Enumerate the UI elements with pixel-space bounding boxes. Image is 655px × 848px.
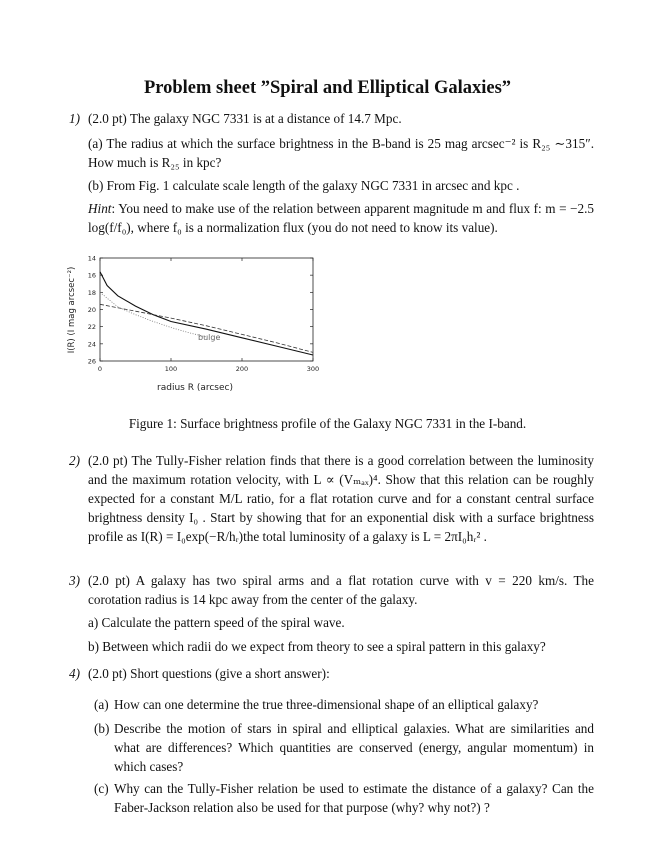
figure-caption: Figure 1: Surface brightness profile of the Galaxy NGC 7331 in the I-band. [128,416,527,431]
series-disk-line [100,304,313,352]
y-tick-label-26: 26 [87,357,96,366]
problem-4-intro [69,664,594,683]
y-tick-label-20: 20 [87,306,96,314]
problem-2-number: 2) [69,453,80,468]
item-label: (c) [94,781,109,796]
problem-1-text: (2.0 pt) The galaxy NGC 7331 is at a distance of 14.7 Mpc. [88,111,402,126]
y-axis-ticks [88,255,313,366]
problem-1-number: 1) [69,111,80,126]
problem-2 [69,451,594,546]
x-axis-label: radius R (arcsec) [157,383,233,393]
item-label: (b) [94,721,110,736]
x-axis-ticks [98,258,319,373]
item-label: (a) [94,697,109,712]
item-text: Why can the Tully-Fisher relation be used to estimate the distance of a galaxy? Can the Faber-Jackson relation also be used for that purpose (why? why not?) ? [114,781,594,815]
plot-frame [100,258,313,361]
x-tick-label-0: 0 [97,365,103,373]
problem-3-number: 3) [69,573,80,588]
problem-3-text: (2.0 pt) A galaxy has two spiral arms and a flat rotation curve with v = 220 km/s. The corotation radius is 14 kpc away from the center of the galaxy. [88,573,594,607]
surface-brightness-chart [60,250,330,400]
problem-1-intro [69,109,594,128]
problem-4c [94,779,594,817]
problem-3-intro [69,571,594,609]
problem-3b: b) Between which radii do we expect from theory to see a spiral pattern in this galaxy? [88,639,546,654]
surface-brightness-figure [60,250,330,400]
x-tick-label-100: 100 [164,365,178,373]
series-total-profile-line [100,272,313,355]
problem-4a [94,695,594,714]
item-text: Describe the motion of stars in spiral and elliptical galaxies. What are similarities and what are differences? Which quantities are conserved (energy, angular momentum) in which cases? [114,721,594,774]
problem-1-hint [88,199,594,237]
hint-label: Hint [88,201,112,216]
y-tick-label-14: 14 [87,254,96,263]
problem-1b: (b) From Fig. 1 calculate scale length of the galaxy NGC 7331 in arcsec and kpc . [88,178,520,193]
problem-2-text: (2.0 pt) The Tully-Fisher relation finds that there is a good correlation between the luminosity and the maximum rotation velocity, with L ∝ (Vₘₐₓ)⁴. Show that this relation can be roughly expected for a constant M/L ratio, for a flat rotation curve and for a constant central surface brightness density I₀ . Start by showing that for an exponential disk with a surface brightness profile as I(R) = I₀exp(−R/hᵣ)the total luminosity of a galaxy is L = 2πI₀hᵣ² . [88,453,594,544]
page-title: Problem sheet ”Spiral and Elliptical Galaxies” [143,78,512,98]
y-tick-label-18: 18 [87,288,96,297]
y-tick-label-16: 16 [87,271,96,280]
y-tick-label-22: 22 [87,323,96,332]
problem-4b [94,719,594,776]
problem-4-number: 4) [69,666,80,681]
hint-text: : You need to make use of the relation between apparent magnitude m and flux f: m = −2.5 log(f/f₀), where f₀ is a normalization flux (you do not need to know its value). [88,201,594,235]
y-axis-label: I(R) (I mag arcsec⁻²) [67,266,77,354]
x-tick-label-200: 200 [235,365,249,373]
bulge-annotation: bulge [198,333,221,342]
problem-3a: a) Calculate the pattern speed of the spiral wave. [88,615,345,630]
item-text: How can one determine the true three-dimensional shape of an elliptical galaxy? [114,697,539,712]
x-tick-label-300: 300 [306,365,320,373]
problem-1a: (a) The radius at which the surface brightness in the B-band is 25 mag arcsec⁻² is R₂₅ ∼315″. How much is R₂₅ in kpc? [88,136,594,170]
problem-4-text: (2.0 pt) Short questions (give a short answer): [88,666,330,681]
y-tick-label-24: 24 [87,340,96,349]
chart-series [100,272,313,355]
